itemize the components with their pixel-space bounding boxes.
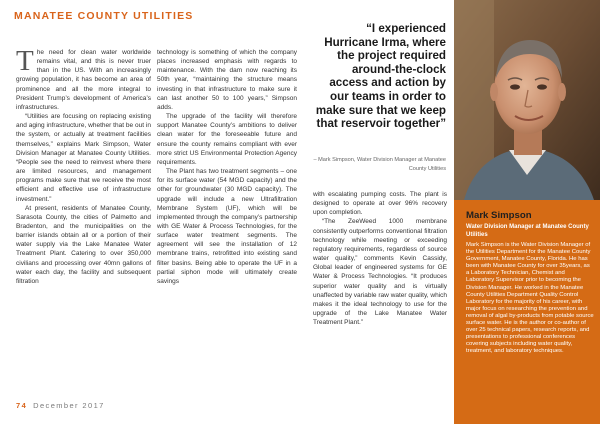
paragraph: technology is something of which the company places increased emphasis with regards to maintenance. With the dam now reaching its 50th year, “maintaining the structure means investing in that infrastructure to make sure it can last another 50 to 100 years,” Simpson adds.	[157, 49, 297, 111]
pull-quote-attribution: – Mark Simpson, Water Division Manager at Manatee County Utilities	[313, 157, 446, 172]
pull-quote: “I experienced Hurricane Irma, where the project required around-the-clock access and action by our teams in order to make sure that we keep that reservoir together”	[315, 22, 446, 131]
page-number: 74	[16, 401, 28, 410]
paragraph: At present, residents of Manatee County, Sarasota County, the cities of Palmetto and Bradenton, and the municipalities on the barrier islands obtain all or a portion of their water supply via the Lake Manatee Water Treatment Plant. Catering to over 350,000 civilians and processing over 40mn gallons of water each day, the facility and subsequent filtration	[16, 204, 151, 285]
paragraph: “Utilities are focusing on replacing existing and aging infrastructure, whether that be out in the system, or actually at treatment facilities themselves,” explains Mark Simpson, Water Division Manager at Manatee County Utilities. “People see the need to reinvest where there are limited resources, and management programs make sure that we receive the most efficient and effective use of infrastructure investment.”	[16, 113, 151, 203]
paragraph: he need for clean water worldwide remains vital, and this is never truer than in the US. With an increasingly growing population, it has become an area of prominence and all the more integral to President Trump’s development of America’s infrastructures.	[16, 49, 151, 111]
article-column-3	[313, 190, 447, 327]
page-footer	[16, 401, 105, 410]
bio-name: Mark Simpson	[466, 210, 532, 221]
paragraph: The Plant has two treatment segments – one for its surface water (54 MGD capacity) and the other for groundwater (30 MGD capacity). The upgrade will include a new Ultrafiltration Membrane System (UF), which will be implemented through the company’s partnership with GE Water & Process Technologies, for the surface water treatment segments. The agreement will see the installation of 12 membrane trains, retrofitted into existing sand filter basins. Being able to operate the UF in a partial siphon mode will ultimately create savings	[157, 168, 297, 285]
portrait-illustration	[454, 0, 600, 200]
article-column-2	[157, 48, 297, 286]
issue-date: December 2017	[33, 401, 105, 410]
paragraph: “The ZeeWeed 1000 membrane consistently outperforms conventional filtration technology while meeting or exceeding regulatory requirements, regardless of source water quality,” comments Kevin Cassidy, Global leader of engineered systems for GE Water & Process Technologies. “It produces superior water quality and is virtually unaffected by variable raw water quality, which makes it the ideal technology to use for the upgrade of the Lake Manatee Water Treatment Plant.”	[313, 218, 447, 327]
bio-title: Water Division Manager at Manatee County Utilities	[466, 224, 589, 239]
paragraph: The upgrade of the facility will therefore support Manatee County’s ambitions to deliver clean water for the foreseeable future and ensure the county remains compliant with ever more strict US Environmental Protection Agency requirements.	[157, 113, 297, 166]
portrait-photo	[454, 0, 600, 200]
article-column-1	[16, 45, 151, 286]
bio-text: Mark Simpson is the Water Division Manager of the Utilities Department for the Manatee County Government, Manatee County, Florida. He has been with Manatee County for over 35years, as a Laboratory Technician, Chemist and Laboratory Supervisor prior to becoming the Division Manager. He worked in the Manatee County Utilities Department Quality Control Laboratory for the majority of his career, with major focus on researching the prevention and removal of algal by-products from potable source surface water. He is the author or co-author of over 25 technical papers, research reports, and presentations to professional conferences covering subjects including water quality, treatment, and laboratory techniques.	[466, 242, 594, 355]
drop-cap: T	[16, 45, 34, 77]
section-header: MANATEE COUNTY UTILITIES	[14, 10, 194, 22]
paragraph: with escalating pumping costs. The plant is designed to operate at over 96% recovery upon completion.	[313, 191, 447, 217]
bio-box	[454, 200, 600, 424]
